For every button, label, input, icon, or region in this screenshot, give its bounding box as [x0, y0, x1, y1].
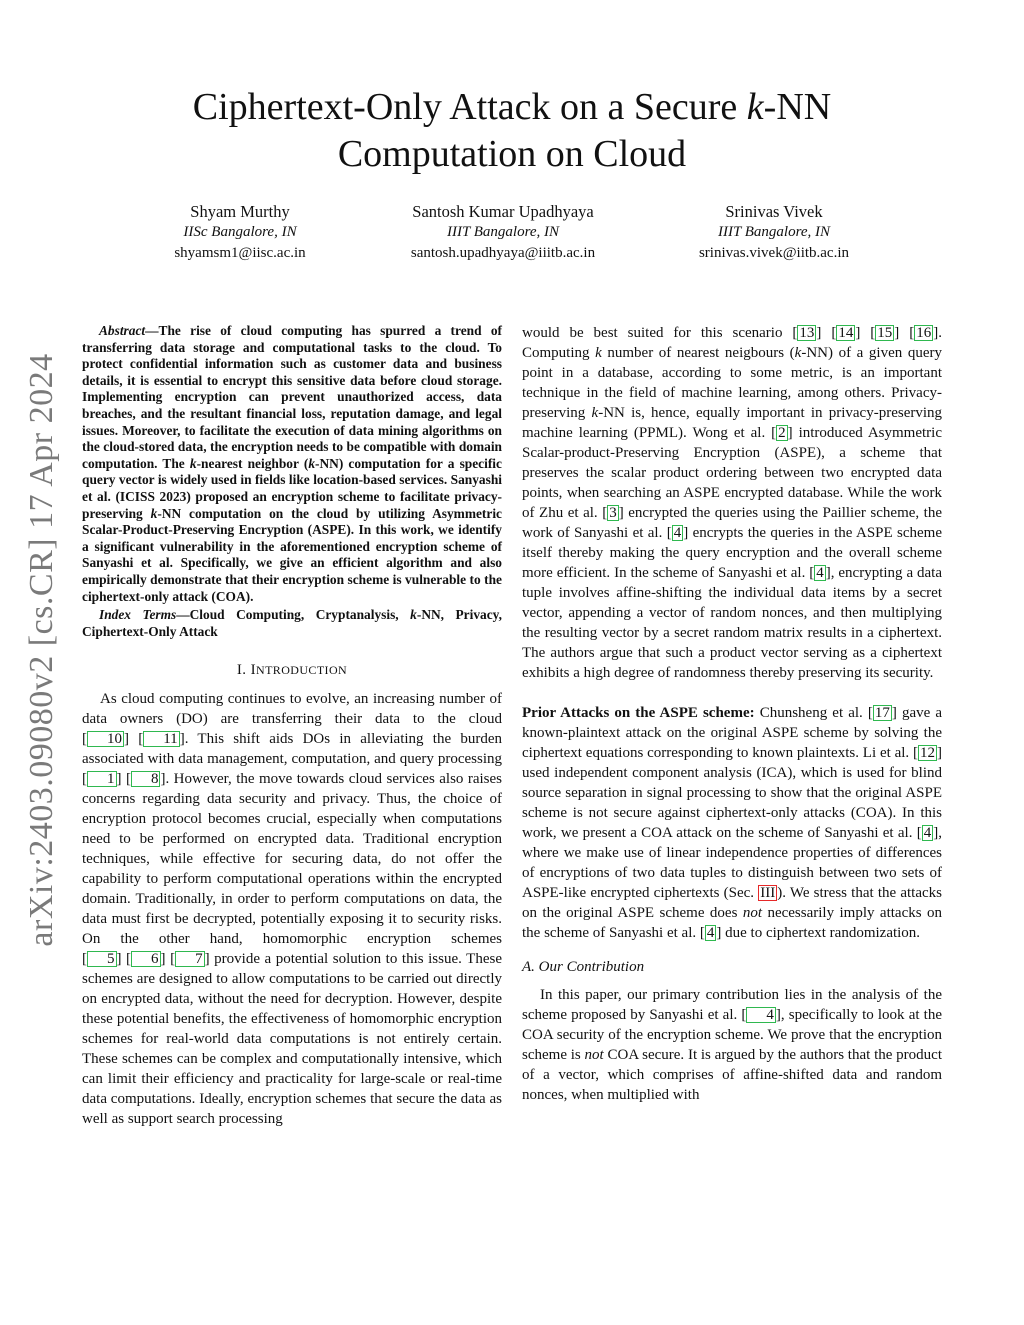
author-email: srinivas.vivek@iitb.ac.in — [698, 245, 850, 261]
author-name: Shyam Murthy — [190, 202, 290, 221]
section-heading-introduction: I. INTRODUCTION — [236, 662, 348, 679]
index-terms: Index Terms—Cloud Computing, Cryptanalysis, k-NN, Privacy, Ciphertext-Only Attack — [82, 607, 502, 639]
prior-attacks-paragraph: Prior Attacks on the ASPE scheme: Chunsheng et al. [ 17 ] gave a known-plaintext attack on the original ASPE scheme by solving the ciphertext equations corresponding to known plaintexts. Li et al. [ 12 ] used independent component analysis (ICA), which is used for blind source separation in signal processing to show that the original ASPE scheme is not secure against ciphertext-only attacks (COA). In this work, we present a COA attack on the scheme of Sanyashi et al. [ 4 ], where we make use of linear independence properties of differences of encryptions of two data tuples to distinguish between two sets of ASPE-like encrypted ciphertexts (Sec. III ). We stress that the attacks on the original ASPE scheme does not necessarily imply attacks on the scheme of Sanyashi et al. [ 4 ] due to ciphertext randomization. — [522, 705, 943, 941]
citation-link[interactable]: 2 — [778, 425, 786, 441]
body-paragraph: would be best suited for this scenario [ 13 ] [ 14 ] [ 15 ] [ 16 ]. Computing k number of nearest neigbours (k-NN) of a given query point in a database, according to some metric, is an important technique in the field of machine learning, among others. Privacy-preserving k-NN is, hence, equally important in privacy-preserving machine learning (PPML). Wong et al. [ 2 ] introduced Asymmetric Scalar-product-Preserving Encryption (ASPE), a scheme that preserves the scalar product ordering between two encrypted data points, when searching an ASPE encrypted database. While the work of Zhu et al. [ 3 ] encrypted the queries using the Paillier scheme, the work of Sanyashi et al. [ 4 ] encrypts the queries in the ASPE scheme itself thereby making the query encryption and the overall scheme more efficient. In the scheme of Sanyashi et al. [ 4 ], encrypting a data tuple involves affine-shifting the individual data items by a secret vector, appending a vector of random nonces, and then multiplying the resulting vector by a secret random matrix results in a ciphertext. The authors argue that such a product vector serving as a ciphertext exhibits a high degree of randomness thereby preserving its security. — [522, 325, 943, 681]
author-email: shyamsm1@iisc.ac.in — [174, 245, 306, 261]
title-line-2: Computation on Cloud — [337, 133, 687, 175]
section-reference-link[interactable]: III — [760, 885, 776, 901]
citation-link[interactable]: 4 — [706, 925, 715, 941]
citation-link[interactable]: 4 — [746, 1007, 776, 1023]
author-affiliation: IIIT Bangalore, IN — [446, 224, 560, 240]
author-email: santosh.upadhyaya@iiitb.ac.in — [410, 245, 596, 261]
abstract: Abstract—The rise of cloud computing has spurred a trend of transferring data storage and computational tasks to the cloud. To protect confidential information such as customer data and business details, it is essential to encrypt this sensitive data before cloud storage. Implementing encryption can prevent unauthorized access, data breaches, and the resultant financial loss, reputation damage, and legal issues. Moreover, to facilitate the execution of data mining algorithms on the cloud-stored data, the encryption needs to be compatible with domain computation. The k-nearest neighbor (k-NN) computation for a specific query vector is widely used in fields like location-based services. Sanyashi et al. (ICISS 2023) proposed an encryption scheme to facilitate privacy-preserving k-NN computation on the cloud by utilizing Asymmetric Scalar-Product-Preserving Encryption (ASPE). In this work, we identify a significant vulnerability in the aforementioned encryption scheme of Sanyashi et al. Specifically, we give an efficient algorithm and also empirically demonstrate that their encryption scheme is vulnerable to the ciphertext-only attack (COA). — [82, 323, 502, 604]
citation-link[interactable]: 4 — [816, 565, 824, 581]
arxiv-identifier-stamp: arXiv:2403.09080v2 [cs.CR] 17 Apr 2024 — [23, 353, 60, 947]
citation-link[interactable]: 13 — [799, 325, 815, 341]
paragraph-heading: Prior Attacks on the ASPE scheme: — [522, 705, 755, 721]
author-2 — [390, 201, 616, 264]
author-3 — [684, 201, 864, 264]
subsection-heading-our-contribution: A. Our Contribution — [522, 959, 645, 975]
citation-link[interactable]: 1 — [87, 771, 117, 787]
author-block — [0, 201, 1024, 271]
introduction-paragraph: As cloud computing continues to evolve, an increasing number of data owners (DO) are transferring their data to the cloud [ 10 ] [ 11 ]. This shift aids DOs in alleviating the burden associated with data management, computation, and query processing [ 1 ] [ 8 ]. However, the move towards cloud services also raises concerns regarding data security and privacy. Thus, the choice of encryption protocol becomes crucial, especially when computations need to be performed on encrypted data. Traditional encryption techniques, while effective for securing data, do not offer the capability to perform computational operations within the encrypted domain. Traditionally, in order to perform computations on data, the data must first be decrypted, potentially exposing it to security risks. On the other hand, homomorphic encryption schemes [ 5 ] [ 6 ] [ 7 ] provide a potential solution to this issue. These schemes are designed to allow computations to be carried out directly on encrypted data, without the need for decryption. However, despite these potential benefits, the effectiveness of homomorphic encryption schemes for real-world data computations is not entirely certain. These schemes can be complex and computationally intensive, which can limit their efficiency and practicality for large-scale or real-time data computations. Ideally, encryption schemes that secure the data as well as support search processing — [82, 691, 503, 1128]
title-line-1: Ciphertext-Only Attack on a Secure k-NN — [192, 86, 832, 128]
paper-title — [100, 84, 924, 178]
citation-link[interactable]: 5 — [87, 951, 117, 967]
citation-link[interactable]: 4 — [673, 525, 682, 541]
citation-link[interactable]: 3 — [609, 505, 617, 521]
author-name: Srinivas Vivek — [725, 202, 823, 221]
left-column — [82, 323, 502, 1129]
citation-link[interactable]: 14 — [838, 325, 854, 341]
contribution-paragraph: In this paper, our primary contribution lies in the analysis of the scheme proposed by Sanyashi et al. [ 4 ], specifically to look at the COA security of the encryption scheme. We prove that the encryption scheme is not COA secure. It is argued by the authors that the product of a vector, which comprises of affine-shifted data and random nonces, when multiplied with — [522, 987, 942, 1103]
citation-link[interactable]: 8 — [131, 771, 161, 787]
citation-link[interactable]: 16 — [916, 325, 932, 341]
citation-link[interactable]: 12 — [920, 745, 935, 761]
citation-link[interactable]: 6 — [131, 951, 161, 967]
author-1 — [160, 201, 320, 264]
author-affiliation: IIIT Bangalore, IN — [717, 224, 831, 240]
citation-link[interactable]: 7 — [175, 951, 205, 967]
citation-link[interactable]: 4 — [923, 825, 932, 841]
citation-link[interactable]: 15 — [877, 325, 893, 341]
author-name: Santosh Kumar Upadhyaya — [412, 202, 594, 221]
citation-link[interactable]: 10 — [87, 731, 124, 747]
citation-link[interactable]: 11 — [143, 731, 179, 747]
citation-link[interactable]: 17 — [874, 705, 890, 721]
right-column — [522, 323, 942, 1105]
author-affiliation: IISc Bangalore, IN — [183, 224, 297, 240]
